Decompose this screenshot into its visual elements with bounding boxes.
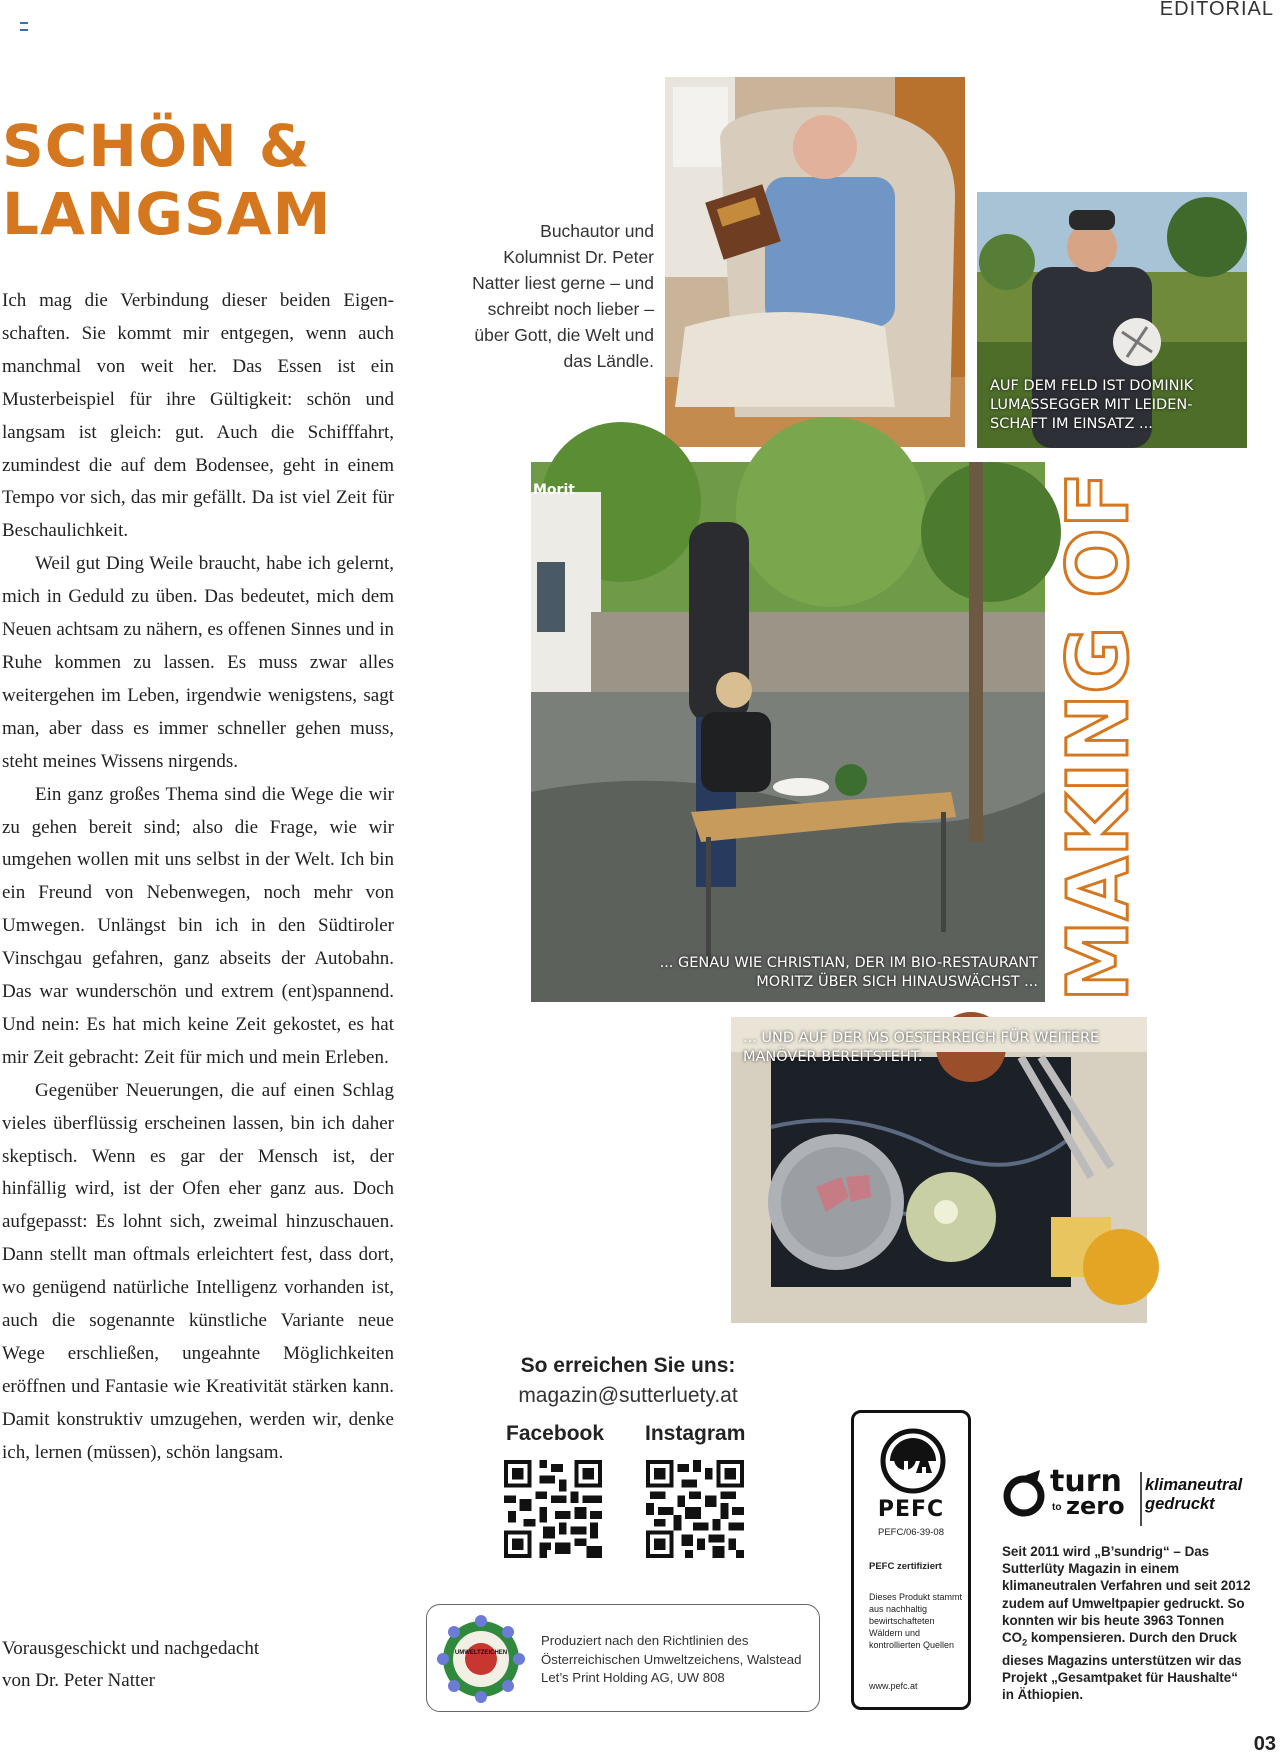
umweltzeichen-text: Produziert nach den Richtlinien des Österreichischen Umweltzeichens, Walstead Let’s Print Holding AG, UW 808: [541, 1633, 802, 1685]
title-line-1: SCHÖN &: [2, 112, 311, 180]
paragraph: Ein ganz großes Thema sind die Wege die wir zu gehen bereit sind; also die Frage, wie wir umgehen wollen mit uns selbst in der Welt. Ich bin ein Freund von Nebenwegen, noch mehr von Umwegen. Unlängst bin ich in den Südtiroler Vinschgau gefahren, ganz abseits der Autobahn. Das war wunderschön und extrem (ent)spannend. Und nein: Es hat mich keine Zeit gekostet, es hat mir Zeit gebracht: Zeit für mich und mein Erleben.: [2, 783, 394, 1068]
author-photo-caption: Buchautor und Kolumnist Dr. Peter Natter liest gerne – und schreibt noch lieber – über Gott, die Welt und das Ländle.: [472, 221, 654, 371]
pefc-badge: [851, 1410, 971, 1710]
facebook-qr-code[interactable]: [504, 1460, 602, 1558]
turn-to-zero-text: [1002, 1543, 1252, 1704]
making-of-heading: [1049, 459, 1147, 1002]
pefc-logo-text: PEFC: [877, 1497, 945, 1522]
claim-line-1: klimaneutral: [1145, 1476, 1243, 1494]
contact-email[interactable]: magazin@sutterluety.at: [518, 1384, 738, 1407]
making-of-text: MAKING OF: [1049, 459, 1147, 1002]
pefc-text: Dieses Produkt stammt aus nachhaltig bewirtschafteten Wäldern und kontrollierten Quellen: [869, 1592, 963, 1650]
paragraph: Ich mag die Verbindung dieser beiden Eigenschaften. Sie kommt mir entgegen, wenn auch manchmal von weit her. Das Essen ist ein Musterbeispiel für ihre Gültigkeit: schön und langsam ist gleich: gut. Auch die Schifffahrt, zumindest die auf dem Bodensee, geht in einem Tempo vor sich, das mir gefällt. Da ist viel Zeit für Beschaulichkeit.: [2, 290, 394, 542]
signoff-line-2: von Dr. Peter Natter: [2, 1670, 156, 1691]
contact-heading: So erreichen Sie uns:: [520, 1354, 736, 1377]
signoff-line-1: Vorausgeschickt und nachgedacht: [2, 1638, 260, 1659]
farmer-photo-caption: AUF DEM FELD IST DOMINIK LUMASSEGGER MIT LEIDENSCHAFT IM EINSATZ ...: [990, 378, 1194, 432]
pefc-url[interactable]: www.pefc.at: [869, 1681, 918, 1691]
instagram-qr-code[interactable]: [646, 1460, 744, 1558]
menu-icon[interactable]: [20, 22, 28, 31]
restaurant-sign: Morit: [533, 482, 575, 498]
instagram-label: Instagram: [645, 1422, 746, 1445]
pefc-code: PEFC/06-39-08: [877, 1527, 944, 1538]
pefc-certified: PEFC zertifiziert: [869, 1561, 942, 1572]
turn-to-zero-text-part: kompensieren. Durch den Druck dieses Magazins unterstützen wir das Projekt „Gesamtpaket für Haushalte“ in Äthiopien.: [1002, 1630, 1242, 1703]
claim-line-2: gedruckt: [1145, 1495, 1215, 1513]
turn-to-zero-brand-2: zero: [1066, 1492, 1125, 1520]
pefc-tree-icon: [878, 1429, 948, 1493]
signoff: [2, 1633, 394, 1697]
umweltzeichen-box: [426, 1604, 820, 1712]
title-line-2: LANGSAM: [2, 180, 332, 248]
klimaneutral-claim: [1145, 1476, 1242, 1514]
umweltzeichen-badge: [437, 1615, 525, 1703]
restaurant-photo-caption: ... GENAU WIE CHRISTIAN, DER IM BIO-RESTAURANT MORITZ ÜBER SICH HINAUSWÄCHST ...: [659, 955, 1038, 990]
paragraph: Gegenüber Neuerungen, die auf einen Schlag vieles überflüssig erscheinen lassen, bin ich daher skeptisch. Wenn es gar der Mensch ist, der hinfällig wird, ist der Ofen eher ganz aus. Doch aufgepasst: Es lohnt sich, zweimal hinzuschauen. Dann stellt man oftmals erleichtert fest, dass dort, wo genügend natürliche Intelligenz vorhanden ist, auch die sogenannte künstliche Variante neue Wege erschließen, ungeahnte Möglichkeiten eröffnen und Fantasie wie Kreativität stärken kann. Damit konstruktiv umzugehen, werden wir, denke ich, lernen (müssen), schön langsam.: [2, 1079, 394, 1463]
turn-to-zero-brand-sub: to: [1052, 1502, 1062, 1513]
facebook-label: Facebook: [506, 1422, 605, 1445]
article-title: [2, 112, 422, 248]
page-number: 03: [1253, 1733, 1276, 1755]
turn-to-zero-brand: turn: [1050, 1464, 1122, 1499]
author-photo: [665, 77, 965, 447]
restaurant-photo: [531, 462, 1045, 1002]
turn-to-zero-logo: [1000, 1466, 1252, 1537]
paragraph: Weil gut Ding Weile braucht, habe ich gelernt, mich in Geduld zu üben. Das bedeutet, mich dem Neuen achtsam zu nähern, es offenen Sinnes und in Ruhe kommen zu lassen. Es muss zwar alles weitergehen im Leben, irgendwie wenigstens, sagt man, aber dass es immer schneller gehen muss, steht meines Wissens nirgends.: [2, 553, 394, 772]
contact-block: [498, 1354, 758, 1408]
umweltzeichen-badge-text: UMWELTZEICHEN: [454, 1650, 508, 1656]
article-body: [2, 285, 394, 1470]
section-label: EDITORIAL: [1159, 0, 1274, 20]
ship-photo: [731, 1017, 1147, 1323]
farmer-photo: [977, 192, 1247, 448]
co2-subscript: 2: [1022, 1637, 1028, 1648]
ship-photo-caption: ... UND AUF DER MS OESTERREICH FÜR WEITERE MANÖVER BEREITSTEHT.: [743, 1030, 1100, 1065]
turn-to-zero-text-part: Seit 2011 wird „B’sundrig“ – Das Sutterlüty Magazin in einem klimaneutralen Verfahren und seit 2012 zudem auf Umweltpapier gedruckt. So konnten wir bis heute 3963 Tonnen CO: [1002, 1544, 1251, 1646]
